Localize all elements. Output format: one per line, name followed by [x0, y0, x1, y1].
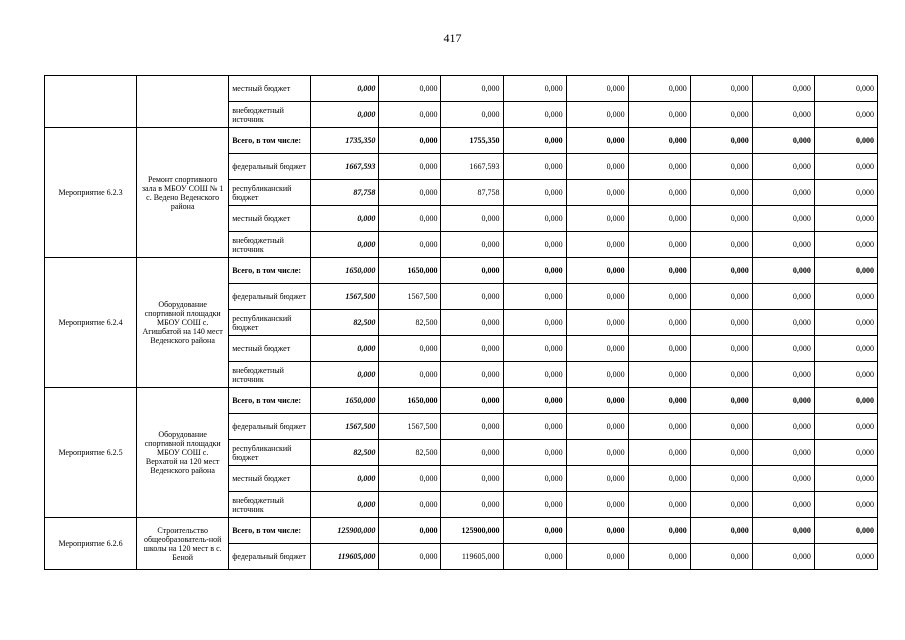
- total-value-cell: 0,000: [311, 492, 379, 518]
- year-value-cell: 0,000: [752, 388, 814, 414]
- measure-number: Мероприятие 6.2.6: [45, 518, 137, 570]
- funding-source: местный бюджет: [229, 336, 311, 362]
- year-value-cell: 0,000: [752, 310, 814, 336]
- year-value-cell: 0,000: [441, 232, 503, 258]
- year-value-cell: 0,000: [814, 336, 877, 362]
- total-value-cell: 1650,000: [311, 388, 379, 414]
- table-row: [45, 388, 878, 414]
- year-value-cell: 1567,500: [379, 284, 441, 310]
- year-value-cell: 0,000: [503, 76, 566, 102]
- year-value-cell: 0,000: [752, 76, 814, 102]
- year-value-cell: 0,000: [814, 362, 877, 388]
- year-value-cell: 0,000: [814, 310, 877, 336]
- year-value-cell: 0,000: [752, 336, 814, 362]
- year-value-cell: 0,000: [628, 518, 690, 544]
- year-value-cell: 0,000: [566, 466, 628, 492]
- year-value-cell: 0,000: [628, 206, 690, 232]
- table-row: [45, 128, 878, 154]
- year-value-cell: 0,000: [628, 128, 690, 154]
- page-number: 417: [443, 31, 462, 45]
- year-value-cell: 0,000: [752, 284, 814, 310]
- year-value-cell: 0,000: [566, 154, 628, 180]
- year-value-cell: 0,000: [628, 102, 690, 128]
- year-value-cell: 0,000: [690, 258, 752, 284]
- total-value-cell: 1667,593: [311, 154, 379, 180]
- funding-source: федеральный бюджет: [229, 154, 311, 180]
- funding-source: внебюджетный источник: [229, 362, 311, 388]
- year-value-cell: 0,000: [752, 232, 814, 258]
- table-row: [45, 518, 878, 544]
- year-value-cell: 0,000: [814, 518, 877, 544]
- year-value-cell: 0,000: [441, 76, 503, 102]
- year-value-cell: 0,000: [814, 180, 877, 206]
- year-value-cell: 0,000: [814, 466, 877, 492]
- funding-source: Всего, в том числе:: [229, 258, 311, 284]
- year-value-cell: 0,000: [379, 232, 441, 258]
- measure-number: Мероприятие 6.2.5: [45, 388, 137, 518]
- year-value-cell: 0,000: [628, 258, 690, 284]
- year-value-cell: 0,000: [566, 336, 628, 362]
- year-value-cell: 0,000: [566, 414, 628, 440]
- year-value-cell: 0,000: [379, 102, 441, 128]
- year-value-cell: 0,000: [628, 388, 690, 414]
- year-value-cell: 0,000: [441, 310, 503, 336]
- year-value-cell: 0,000: [690, 128, 752, 154]
- year-value-cell: 0,000: [752, 154, 814, 180]
- funding-source: местный бюджет: [229, 76, 311, 102]
- year-value-cell: 0,000: [503, 492, 566, 518]
- year-value-cell: 0,000: [752, 206, 814, 232]
- year-value-cell: 0,000: [566, 518, 628, 544]
- total-value-cell: 125900,000: [311, 518, 379, 544]
- table-row: [45, 258, 878, 284]
- year-value-cell: 0,000: [379, 362, 441, 388]
- year-value-cell: 0,000: [566, 232, 628, 258]
- year-value-cell: 0,000: [503, 284, 566, 310]
- year-value-cell: 0,000: [690, 310, 752, 336]
- year-value-cell: 0,000: [503, 336, 566, 362]
- funding-source: внебюджетный источник: [229, 232, 311, 258]
- year-value-cell: 0,000: [441, 388, 503, 414]
- year-value-cell: 0,000: [690, 76, 752, 102]
- year-value-cell: 0,000: [690, 466, 752, 492]
- year-value-cell: 0,000: [752, 414, 814, 440]
- year-value-cell: 0,000: [628, 414, 690, 440]
- total-value-cell: 1567,500: [311, 414, 379, 440]
- total-value-cell: 0,000: [311, 336, 379, 362]
- year-value-cell: 0,000: [814, 440, 877, 466]
- total-value-cell: 0,000: [311, 232, 379, 258]
- year-value-cell: 0,000: [441, 362, 503, 388]
- year-value-cell: 0,000: [379, 518, 441, 544]
- measure-name: Оборудование спортивной площадки МБОУ СОШ с. Верхатой на 120 мест Веденского района: [137, 388, 229, 518]
- funding-source: федеральный бюджет: [229, 544, 311, 570]
- year-value-cell: 0,000: [441, 102, 503, 128]
- measure-name: Строительство общеобразователь-ной школы на 120 мест в с. Беной: [137, 518, 229, 570]
- year-value-cell: 87,758: [441, 180, 503, 206]
- total-value-cell: 82,500: [311, 440, 379, 466]
- total-value-cell: 0,000: [311, 76, 379, 102]
- year-value-cell: 0,000: [566, 492, 628, 518]
- year-value-cell: 0,000: [814, 414, 877, 440]
- year-value-cell: 0,000: [566, 310, 628, 336]
- year-value-cell: 0,000: [628, 492, 690, 518]
- year-value-cell: 0,000: [690, 518, 752, 544]
- year-value-cell: 0,000: [690, 180, 752, 206]
- year-value-cell: 0,000: [503, 206, 566, 232]
- year-value-cell: 0,000: [628, 76, 690, 102]
- total-value-cell: 119605,000: [311, 544, 379, 570]
- total-value-cell: 82,500: [311, 310, 379, 336]
- year-value-cell: 0,000: [814, 102, 877, 128]
- year-value-cell: 0,000: [503, 180, 566, 206]
- year-value-cell: 0,000: [628, 310, 690, 336]
- year-value-cell: 0,000: [441, 466, 503, 492]
- total-value-cell: 1567,500: [311, 284, 379, 310]
- year-value-cell: 0,000: [503, 518, 566, 544]
- funding-source: внебюджетный источник: [229, 102, 311, 128]
- measure-number: Мероприятие 6.2.4: [45, 258, 137, 388]
- year-value-cell: 0,000: [503, 466, 566, 492]
- year-value-cell: 0,000: [690, 284, 752, 310]
- year-value-cell: 0,000: [628, 232, 690, 258]
- year-value-cell: 0,000: [566, 388, 628, 414]
- year-value-cell: 125900,000: [441, 518, 503, 544]
- total-value-cell: 87,758: [311, 180, 379, 206]
- year-value-cell: 0,000: [690, 206, 752, 232]
- funding-source: республиканский бюджет: [229, 440, 311, 466]
- year-value-cell: 0,000: [441, 206, 503, 232]
- year-value-cell: 0,000: [752, 440, 814, 466]
- year-value-cell: 0,000: [379, 544, 441, 570]
- year-value-cell: 0,000: [503, 102, 566, 128]
- year-value-cell: 0,000: [628, 284, 690, 310]
- table-row: [45, 76, 878, 102]
- year-value-cell: 0,000: [503, 310, 566, 336]
- year-value-cell: 0,000: [566, 258, 628, 284]
- measure-name: Ремонт спортивного зала в МБОУ СОШ № 1 с. Ведено Веденского района: [137, 128, 229, 258]
- year-value-cell: 0,000: [566, 76, 628, 102]
- year-value-cell: 0,000: [503, 414, 566, 440]
- year-value-cell: 0,000: [752, 180, 814, 206]
- funding-source: федеральный бюджет: [229, 284, 311, 310]
- year-value-cell: 0,000: [752, 102, 814, 128]
- year-value-cell: 0,000: [441, 258, 503, 284]
- funding-source: внебюджетный источник: [229, 492, 311, 518]
- year-value-cell: 0,000: [379, 336, 441, 362]
- year-value-cell: 0,000: [566, 362, 628, 388]
- year-value-cell: 0,000: [628, 440, 690, 466]
- year-value-cell: 0,000: [441, 414, 503, 440]
- year-value-cell: 0,000: [379, 206, 441, 232]
- total-value-cell: 0,000: [311, 206, 379, 232]
- year-value-cell: 0,000: [566, 102, 628, 128]
- year-value-cell: 0,000: [814, 232, 877, 258]
- year-value-cell: 0,000: [628, 180, 690, 206]
- year-value-cell: 82,500: [379, 310, 441, 336]
- year-value-cell: 0,000: [752, 492, 814, 518]
- year-value-cell: 0,000: [814, 258, 877, 284]
- funding-source: Всего, в том числе:: [229, 128, 311, 154]
- year-value-cell: 0,000: [379, 76, 441, 102]
- year-value-cell: 0,000: [628, 336, 690, 362]
- year-value-cell: 0,000: [379, 180, 441, 206]
- measure-number: Мероприятие 6.2.3: [45, 128, 137, 258]
- year-value-cell: 0,000: [628, 466, 690, 492]
- year-value-cell: 0,000: [752, 518, 814, 544]
- year-value-cell: 0,000: [628, 544, 690, 570]
- year-value-cell: 0,000: [379, 154, 441, 180]
- year-value-cell: 0,000: [503, 154, 566, 180]
- year-value-cell: 0,000: [690, 102, 752, 128]
- year-value-cell: 0,000: [441, 492, 503, 518]
- year-value-cell: 0,000: [814, 128, 877, 154]
- year-value-cell: 0,000: [566, 128, 628, 154]
- year-value-cell: 0,000: [379, 128, 441, 154]
- year-value-cell: 1650,000: [379, 258, 441, 284]
- measure-name: [137, 76, 229, 128]
- total-value-cell: 0,000: [311, 102, 379, 128]
- year-value-cell: 0,000: [503, 440, 566, 466]
- year-value-cell: 0,000: [690, 492, 752, 518]
- year-value-cell: 0,000: [566, 206, 628, 232]
- year-value-cell: 1667,593: [441, 154, 503, 180]
- year-value-cell: 0,000: [690, 414, 752, 440]
- year-value-cell: 0,000: [690, 388, 752, 414]
- year-value-cell: 0,000: [628, 362, 690, 388]
- year-value-cell: 0,000: [503, 362, 566, 388]
- year-value-cell: 0,000: [379, 492, 441, 518]
- year-value-cell: 0,000: [503, 544, 566, 570]
- year-value-cell: 0,000: [690, 362, 752, 388]
- table-body: [45, 76, 878, 570]
- year-value-cell: 82,500: [379, 440, 441, 466]
- year-value-cell: 0,000: [814, 154, 877, 180]
- year-value-cell: 0,000: [503, 232, 566, 258]
- total-value-cell: 1650,000: [311, 258, 379, 284]
- year-value-cell: 0,000: [628, 154, 690, 180]
- year-value-cell: 0,000: [690, 336, 752, 362]
- year-value-cell: 0,000: [752, 466, 814, 492]
- year-value-cell: 0,000: [566, 440, 628, 466]
- measure-name: Оборудование спортивной площадки МБОУ СОШ с. Агишбатой на 140 мест Веденского района: [137, 258, 229, 388]
- funding-source: Всего, в том числе:: [229, 518, 311, 544]
- funding-source: республиканский бюджет: [229, 310, 311, 336]
- year-value-cell: 0,000: [752, 362, 814, 388]
- year-value-cell: 0,000: [503, 258, 566, 284]
- year-value-cell: 0,000: [814, 284, 877, 310]
- year-value-cell: 1650,000: [379, 388, 441, 414]
- measure-number: [45, 76, 137, 128]
- funding-source: республиканский бюджет: [229, 180, 311, 206]
- funding-source: местный бюджет: [229, 206, 311, 232]
- year-value-cell: 1755,350: [441, 128, 503, 154]
- year-value-cell: 1567,500: [379, 414, 441, 440]
- year-value-cell: 0,000: [814, 544, 877, 570]
- year-value-cell: 0,000: [690, 232, 752, 258]
- total-value-cell: 0,000: [311, 466, 379, 492]
- year-value-cell: 0,000: [814, 388, 877, 414]
- year-value-cell: 0,000: [752, 544, 814, 570]
- year-value-cell: 0,000: [566, 544, 628, 570]
- year-value-cell: 0,000: [814, 76, 877, 102]
- year-value-cell: 0,000: [752, 128, 814, 154]
- year-value-cell: 0,000: [814, 206, 877, 232]
- total-value-cell: 1735,350: [311, 128, 379, 154]
- year-value-cell: 0,000: [566, 284, 628, 310]
- year-value-cell: 0,000: [690, 440, 752, 466]
- year-value-cell: 0,000: [814, 492, 877, 518]
- year-value-cell: 0,000: [503, 388, 566, 414]
- year-value-cell: 0,000: [441, 336, 503, 362]
- year-value-cell: 0,000: [503, 128, 566, 154]
- funding-source: местный бюджет: [229, 466, 311, 492]
- funding-source: федеральный бюджет: [229, 414, 311, 440]
- year-value-cell: 0,000: [566, 180, 628, 206]
- total-value-cell: 0,000: [311, 362, 379, 388]
- funding-source: Всего, в том числе:: [229, 388, 311, 414]
- year-value-cell: 0,000: [379, 466, 441, 492]
- year-value-cell: 0,000: [752, 258, 814, 284]
- budget-table: [44, 75, 878, 570]
- year-value-cell: 0,000: [441, 284, 503, 310]
- year-value-cell: 0,000: [690, 544, 752, 570]
- year-value-cell: 119605,000: [441, 544, 503, 570]
- year-value-cell: 0,000: [690, 154, 752, 180]
- year-value-cell: 0,000: [441, 440, 503, 466]
